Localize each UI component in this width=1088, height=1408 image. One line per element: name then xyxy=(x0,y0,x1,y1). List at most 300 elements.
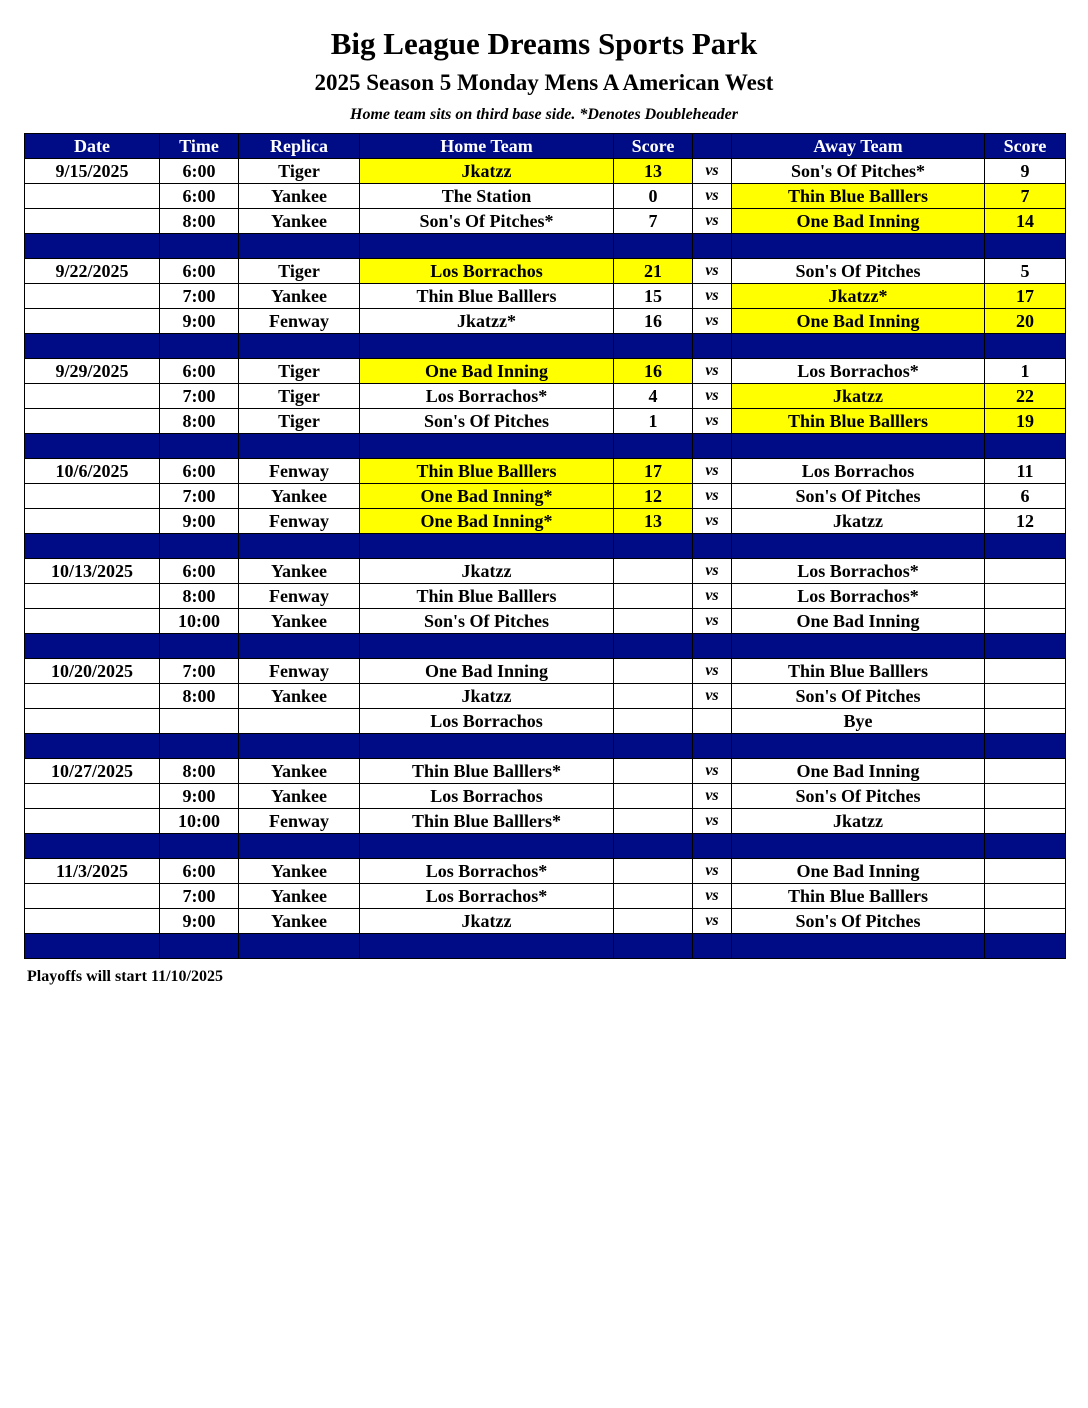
separator-cell xyxy=(25,534,160,559)
col-header-vs xyxy=(693,134,732,159)
time-cell: 6:00 xyxy=(160,459,239,484)
separator-cell xyxy=(614,334,693,359)
home-score-cell xyxy=(614,909,693,934)
vs-cell: vs xyxy=(693,384,732,409)
vs-cell: vs xyxy=(693,859,732,884)
separator-cell xyxy=(693,234,732,259)
time-cell: 8:00 xyxy=(160,759,239,784)
week-separator-row xyxy=(25,634,1066,659)
away-team-cell: Thin Blue Balllers xyxy=(732,184,985,209)
col-header-replica: Replica xyxy=(239,134,360,159)
separator-cell xyxy=(693,434,732,459)
time-cell: 7:00 xyxy=(160,484,239,509)
separator-cell xyxy=(360,834,614,859)
vs-cell: vs xyxy=(693,259,732,284)
home-score-cell xyxy=(614,884,693,909)
away-team-cell: Thin Blue Balllers xyxy=(732,659,985,684)
separator-cell xyxy=(732,634,985,659)
vs-cell: vs xyxy=(693,559,732,584)
home-score-cell: 0 xyxy=(614,184,693,209)
away-team-cell: Los Borrachos* xyxy=(732,584,985,609)
home-score-cell: 16 xyxy=(614,309,693,334)
vs-cell: vs xyxy=(693,284,732,309)
vs-cell: vs xyxy=(693,409,732,434)
table-row xyxy=(25,559,1066,584)
separator-cell xyxy=(985,834,1066,859)
replica-cell: Yankee xyxy=(239,684,360,709)
home-score-cell: 17 xyxy=(614,459,693,484)
replica-cell: Tiger xyxy=(239,259,360,284)
home-score-cell: 13 xyxy=(614,509,693,534)
date-cell: 10/6/2025 xyxy=(25,459,160,484)
away-team-cell: Jkatzz xyxy=(732,809,985,834)
separator-cell xyxy=(160,834,239,859)
replica-cell: Tiger xyxy=(239,384,360,409)
home-team-cell: Thin Blue Balllers xyxy=(360,459,614,484)
table-row xyxy=(25,784,1066,809)
home-score-cell xyxy=(614,609,693,634)
time-cell: 6:00 xyxy=(160,259,239,284)
separator-cell xyxy=(985,534,1066,559)
vs-cell: vs xyxy=(693,459,732,484)
away-team-cell: One Bad Inning xyxy=(732,759,985,784)
replica-cell: Fenway xyxy=(239,509,360,534)
separator-cell xyxy=(732,734,985,759)
separator-cell xyxy=(614,234,693,259)
separator-cell xyxy=(160,534,239,559)
home-score-cell xyxy=(614,759,693,784)
date-cell: 9/22/2025 xyxy=(25,259,160,284)
table-row xyxy=(25,259,1066,284)
away-team-cell: One Bad Inning xyxy=(732,209,985,234)
time-cell: 9:00 xyxy=(160,309,239,334)
time-cell: 6:00 xyxy=(160,859,239,884)
separator-cell xyxy=(25,734,160,759)
home-score-cell xyxy=(614,684,693,709)
separator-cell xyxy=(732,534,985,559)
col-header-away-score: Score xyxy=(985,134,1066,159)
away-score-cell: 22 xyxy=(985,384,1066,409)
table-row xyxy=(25,384,1066,409)
time-cell: 10:00 xyxy=(160,609,239,634)
away-score-cell xyxy=(985,809,1066,834)
separator-cell xyxy=(160,234,239,259)
page-title: Big League Dreams Sports Park xyxy=(330,26,758,61)
separator-cell xyxy=(360,934,614,959)
date-cell xyxy=(25,584,160,609)
home-team-cell: Jkatzz xyxy=(360,909,614,934)
date-cell xyxy=(25,184,160,209)
separator-cell xyxy=(239,434,360,459)
home-team-cell: One Bad Inning xyxy=(360,359,614,384)
away-score-cell: 1 xyxy=(985,359,1066,384)
home-score-cell: 21 xyxy=(614,259,693,284)
separator-cell xyxy=(693,934,732,959)
table-row xyxy=(25,659,1066,684)
home-score-cell: 1 xyxy=(614,409,693,434)
away-team-cell: One Bad Inning xyxy=(732,859,985,884)
separator-cell xyxy=(25,634,160,659)
separator-cell xyxy=(360,534,614,559)
vs-cell: vs xyxy=(693,509,732,534)
date-cell xyxy=(25,284,160,309)
separator-cell xyxy=(160,334,239,359)
date-cell xyxy=(25,684,160,709)
date-cell xyxy=(25,384,160,409)
table-row xyxy=(25,359,1066,384)
table-row xyxy=(25,159,1066,184)
table-row xyxy=(25,309,1066,334)
separator-cell xyxy=(732,934,985,959)
away-score-cell xyxy=(985,584,1066,609)
away-team-cell: Son's Of Pitches xyxy=(732,684,985,709)
table-row xyxy=(25,284,1066,309)
separator-cell xyxy=(614,434,693,459)
away-score-cell: 5 xyxy=(985,259,1066,284)
separator-cell xyxy=(239,734,360,759)
away-team-cell: One Bad Inning xyxy=(732,309,985,334)
home-team-cell: Thin Blue Balllers xyxy=(360,584,614,609)
replica-cell: Fenway xyxy=(239,459,360,484)
separator-cell xyxy=(239,234,360,259)
vs-cell: vs xyxy=(693,809,732,834)
schedule-body xyxy=(25,159,1066,959)
home-team-cell: Los Borrachos* xyxy=(360,859,614,884)
col-header-time: Time xyxy=(160,134,239,159)
table-row xyxy=(25,209,1066,234)
away-score-cell xyxy=(985,709,1066,734)
date-cell: 10/13/2025 xyxy=(25,559,160,584)
home-score-cell xyxy=(614,809,693,834)
separator-cell xyxy=(160,934,239,959)
replica-cell: Yankee xyxy=(239,184,360,209)
home-score-cell: 16 xyxy=(614,359,693,384)
separator-cell xyxy=(614,934,693,959)
away-score-cell: 11 xyxy=(985,459,1066,484)
away-team-cell: Jkatzz* xyxy=(732,284,985,309)
separator-cell xyxy=(614,534,693,559)
time-cell: 7:00 xyxy=(160,884,239,909)
separator-cell xyxy=(693,334,732,359)
time-cell: 8:00 xyxy=(160,684,239,709)
away-score-cell xyxy=(985,659,1066,684)
vs-cell xyxy=(693,709,732,734)
date-cell xyxy=(25,409,160,434)
separator-cell xyxy=(160,734,239,759)
away-team-cell: Los Borrachos* xyxy=(732,359,985,384)
vs-cell: vs xyxy=(693,159,732,184)
home-score-cell: 15 xyxy=(614,284,693,309)
date-cell xyxy=(25,784,160,809)
replica-cell: Yankee xyxy=(239,209,360,234)
date-cell: 9/29/2025 xyxy=(25,359,160,384)
time-cell: 8:00 xyxy=(160,584,239,609)
date-cell xyxy=(25,909,160,934)
replica-cell: Yankee xyxy=(239,284,360,309)
time-cell: 8:00 xyxy=(160,409,239,434)
home-team-cell: Los Borrachos* xyxy=(360,884,614,909)
playoffs-note: Playoffs will start 11/10/2025 xyxy=(27,968,223,985)
vs-cell: vs xyxy=(693,909,732,934)
separator-cell xyxy=(360,234,614,259)
week-separator-row xyxy=(25,534,1066,559)
away-score-cell xyxy=(985,759,1066,784)
separator-cell xyxy=(732,334,985,359)
time-cell xyxy=(160,709,239,734)
away-team-cell: Los Borrachos* xyxy=(732,559,985,584)
away-score-cell: 19 xyxy=(985,409,1066,434)
vs-cell: vs xyxy=(693,359,732,384)
away-score-cell: 9 xyxy=(985,159,1066,184)
table-row xyxy=(25,859,1066,884)
home-team-cell: Son's Of Pitches xyxy=(360,409,614,434)
home-score-cell: 12 xyxy=(614,484,693,509)
date-cell xyxy=(25,309,160,334)
date-cell xyxy=(25,809,160,834)
away-team-cell: Son's Of Pitches xyxy=(732,909,985,934)
home-team-cell: Son's Of Pitches xyxy=(360,609,614,634)
table-row xyxy=(25,409,1066,434)
away-score-cell xyxy=(985,859,1066,884)
separator-cell xyxy=(160,434,239,459)
date-cell xyxy=(25,509,160,534)
home-score-cell xyxy=(614,584,693,609)
vs-cell: vs xyxy=(693,309,732,334)
date-cell xyxy=(25,484,160,509)
table-row xyxy=(25,684,1066,709)
away-team-cell: Bye xyxy=(732,709,985,734)
replica-cell: Yankee xyxy=(239,759,360,784)
separator-cell xyxy=(614,634,693,659)
separator-cell xyxy=(614,834,693,859)
table-row xyxy=(25,609,1066,634)
separator-cell xyxy=(985,734,1066,759)
page-subtitle: 2025 Season 5 Monday Mens A American West xyxy=(314,70,774,95)
away-team-cell: Son's Of Pitches xyxy=(732,259,985,284)
date-cell xyxy=(25,609,160,634)
table-row xyxy=(25,184,1066,209)
home-team-cell: One Bad Inning xyxy=(360,659,614,684)
home-score-cell: 13 xyxy=(614,159,693,184)
week-separator-row xyxy=(25,734,1066,759)
replica-cell: Fenway xyxy=(239,809,360,834)
separator-cell xyxy=(239,834,360,859)
away-score-cell xyxy=(985,784,1066,809)
col-header-home-team: Home Team xyxy=(360,134,614,159)
week-separator-row xyxy=(25,434,1066,459)
replica-cell: Fenway xyxy=(239,659,360,684)
date-cell xyxy=(25,709,160,734)
away-score-cell xyxy=(985,559,1066,584)
away-score-cell xyxy=(985,909,1066,934)
schedule-table xyxy=(24,133,1066,959)
home-team-cell: Los Borrachos xyxy=(360,784,614,809)
date-cell: 10/27/2025 xyxy=(25,759,160,784)
home-team-cell: Los Borrachos* xyxy=(360,384,614,409)
vs-cell: vs xyxy=(693,684,732,709)
away-score-cell: 12 xyxy=(985,509,1066,534)
replica-cell: Yankee xyxy=(239,909,360,934)
col-header-away-team: Away Team xyxy=(732,134,985,159)
away-team-cell: Thin Blue Balllers xyxy=(732,884,985,909)
separator-cell xyxy=(693,734,732,759)
replica-cell: Yankee xyxy=(239,484,360,509)
date-cell: 10/20/2025 xyxy=(25,659,160,684)
away-score-cell: 6 xyxy=(985,484,1066,509)
home-team-cell: Thin Blue Balllers* xyxy=(360,809,614,834)
replica-cell: Yankee xyxy=(239,884,360,909)
home-team-cell: Los Borrachos xyxy=(360,709,614,734)
home-team-cell: Jkatzz xyxy=(360,159,614,184)
date-cell: 11/3/2025 xyxy=(25,859,160,884)
home-score-cell xyxy=(614,784,693,809)
table-row xyxy=(25,509,1066,534)
home-team-cell: Los Borrachos xyxy=(360,259,614,284)
table-row xyxy=(25,884,1066,909)
week-separator-row xyxy=(25,234,1066,259)
replica-cell: Tiger xyxy=(239,159,360,184)
home-team-cell: Jkatzz xyxy=(360,684,614,709)
away-score-cell xyxy=(985,684,1066,709)
vs-cell: vs xyxy=(693,584,732,609)
week-separator-row xyxy=(25,834,1066,859)
header-note: Home team sits on third base side. *Denotes Doubleheader xyxy=(350,106,738,123)
time-cell: 7:00 xyxy=(160,659,239,684)
separator-cell xyxy=(732,234,985,259)
time-cell: 9:00 xyxy=(160,909,239,934)
time-cell: 9:00 xyxy=(160,509,239,534)
separator-cell xyxy=(614,734,693,759)
table-row xyxy=(25,759,1066,784)
replica-cell: Yankee xyxy=(239,559,360,584)
home-team-cell: Jkatzz* xyxy=(360,309,614,334)
vs-cell: vs xyxy=(693,209,732,234)
separator-cell xyxy=(693,534,732,559)
vs-cell: vs xyxy=(693,884,732,909)
date-cell xyxy=(25,209,160,234)
header-row xyxy=(25,134,1066,159)
away-team-cell: One Bad Inning xyxy=(732,609,985,634)
week-separator-row xyxy=(25,934,1066,959)
away-team-cell: Los Borrachos xyxy=(732,459,985,484)
home-score-cell: 7 xyxy=(614,209,693,234)
vs-cell: vs xyxy=(693,659,732,684)
separator-cell xyxy=(360,434,614,459)
time-cell: 8:00 xyxy=(160,209,239,234)
replica-cell: Fenway xyxy=(239,584,360,609)
table-row xyxy=(25,459,1066,484)
away-score-cell xyxy=(985,609,1066,634)
separator-cell xyxy=(360,734,614,759)
away-team-cell: Jkatzz xyxy=(732,384,985,409)
separator-cell xyxy=(25,934,160,959)
separator-cell xyxy=(160,634,239,659)
away-team-cell: Son's Of Pitches* xyxy=(732,159,985,184)
away-team-cell: Jkatzz xyxy=(732,509,985,534)
separator-cell xyxy=(239,934,360,959)
separator-cell xyxy=(693,834,732,859)
away-score-cell: 14 xyxy=(985,209,1066,234)
col-header-date: Date xyxy=(25,134,160,159)
separator-cell xyxy=(25,434,160,459)
replica-cell: Yankee xyxy=(239,609,360,634)
separator-cell xyxy=(732,834,985,859)
home-team-cell: The Station xyxy=(360,184,614,209)
home-team-cell: Thin Blue Balllers* xyxy=(360,759,614,784)
separator-cell xyxy=(360,334,614,359)
separator-cell xyxy=(25,334,160,359)
home-team-cell: One Bad Inning* xyxy=(360,509,614,534)
vs-cell: vs xyxy=(693,784,732,809)
home-team-cell: Son's Of Pitches* xyxy=(360,209,614,234)
date-cell xyxy=(25,884,160,909)
home-team-cell: One Bad Inning* xyxy=(360,484,614,509)
away-team-cell: Son's Of Pitches xyxy=(732,484,985,509)
separator-cell xyxy=(239,334,360,359)
separator-cell xyxy=(985,634,1066,659)
col-header-home-score: Score xyxy=(614,134,693,159)
separator-cell xyxy=(732,434,985,459)
replica-cell: Tiger xyxy=(239,409,360,434)
separator-cell xyxy=(239,534,360,559)
vs-cell: vs xyxy=(693,184,732,209)
separator-cell xyxy=(360,634,614,659)
away-score-cell xyxy=(985,884,1066,909)
vs-cell: vs xyxy=(693,759,732,784)
separator-cell xyxy=(985,934,1066,959)
away-score-cell: 20 xyxy=(985,309,1066,334)
separator-cell xyxy=(25,834,160,859)
home-team-cell: Thin Blue Balllers xyxy=(360,284,614,309)
week-separator-row xyxy=(25,334,1066,359)
away-team-cell: Son's Of Pitches xyxy=(732,784,985,809)
separator-cell xyxy=(693,634,732,659)
separator-cell xyxy=(239,634,360,659)
time-cell: 7:00 xyxy=(160,284,239,309)
away-team-cell: Thin Blue Balllers xyxy=(732,409,985,434)
time-cell: 6:00 xyxy=(160,359,239,384)
time-cell: 10:00 xyxy=(160,809,239,834)
table-row xyxy=(25,909,1066,934)
replica-cell xyxy=(239,709,360,734)
home-team-cell: Jkatzz xyxy=(360,559,614,584)
away-score-cell: 7 xyxy=(985,184,1066,209)
time-cell: 6:00 xyxy=(160,184,239,209)
date-cell: 9/15/2025 xyxy=(25,159,160,184)
time-cell: 7:00 xyxy=(160,384,239,409)
table-row xyxy=(25,809,1066,834)
home-score-cell xyxy=(614,559,693,584)
vs-cell: vs xyxy=(693,484,732,509)
home-score-cell: 4 xyxy=(614,384,693,409)
home-score-cell xyxy=(614,709,693,734)
home-score-cell xyxy=(614,659,693,684)
table-row xyxy=(25,484,1066,509)
home-score-cell xyxy=(614,859,693,884)
replica-cell: Tiger xyxy=(239,359,360,384)
time-cell: 6:00 xyxy=(160,559,239,584)
replica-cell: Fenway xyxy=(239,309,360,334)
separator-cell xyxy=(25,234,160,259)
separator-cell xyxy=(985,234,1066,259)
separator-cell xyxy=(985,334,1066,359)
table-row xyxy=(25,709,1066,734)
replica-cell: Yankee xyxy=(239,784,360,809)
vs-cell: vs xyxy=(693,609,732,634)
time-cell: 6:00 xyxy=(160,159,239,184)
replica-cell: Yankee xyxy=(239,859,360,884)
table-row xyxy=(25,584,1066,609)
